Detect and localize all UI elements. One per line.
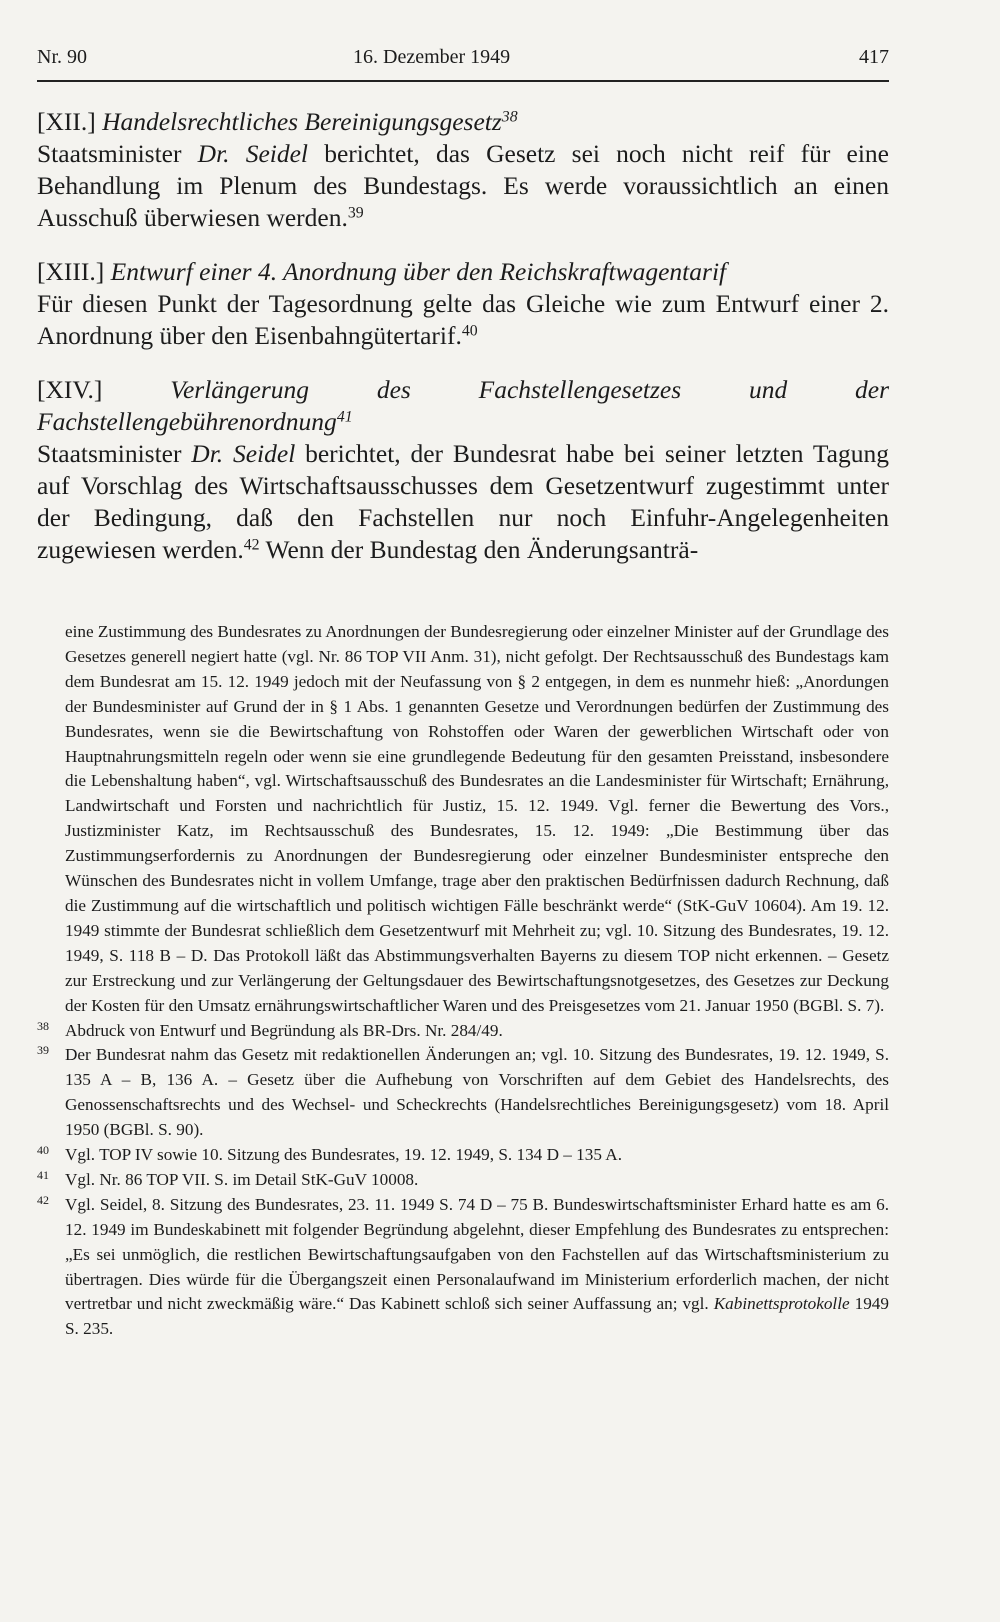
footnotes bbox=[37, 620, 889, 1342]
footnote-39 bbox=[37, 1043, 889, 1143]
section-title: Entwurf einer 4. Anordnung über den Reichskraftwagentarif bbox=[110, 257, 727, 286]
footnote-text: Vgl. Seidel, 8. Sitzung des Bundesrates, 23. 11. 1949 S. 74 D – 75 B. Bundeswirtschaftsminister Erhard hatte es am 6. 12. 1949 im Bundeskabinett mit folgender Begründung abgelehnt, dieser Empfehlung des Bundesrates zu entsprechen: „Es sei unmöglich, die restlichen Bewirtschaftungsaufgaben von den Fachstellen auf das Wirtschaftsministerium zu übertragen. Dies würde für die Übergangszeit einen Personalaufwand im Ministerium erforderlich machen, der nicht vertretbar und nicht zweckmäßig wäre.“ Das Kabinett schloß sich seiner Auffassung an; vgl. bbox=[65, 1194, 889, 1314]
body-text: Für diesen Punkt der Tagesordnung gelte das Gleiche wie zum Entwurf einer 2. Anordnung über den Eisenbahngütertarif. bbox=[37, 289, 889, 350]
person-name: Dr. Seidel bbox=[191, 439, 296, 468]
footnote-ref: 39 bbox=[347, 204, 364, 222]
section-roman: [XII.] bbox=[37, 107, 96, 136]
section-heading-xiii bbox=[37, 256, 889, 288]
footnote-42 bbox=[37, 1193, 889, 1342]
footnote-number: 42 bbox=[37, 1192, 49, 1207]
body-text: berichtet, der Bundesrat habe bei seiner letzten Tagung auf Vorschlag des Wirtschaftsausschusses dem Gesetzentwurf zugestimmt unter der Bedingung, daß den Fachstellen nur noch Einfuhr-Angelegenheiten zugewiesen werden. bbox=[37, 439, 890, 564]
page-number: 417 bbox=[859, 46, 889, 68]
section-roman: [XIV.] bbox=[37, 375, 103, 404]
body-text: berichtet, das Gesetz sei noch nicht reif für eine Behandlung im Plenum des Bundestags. Es werde voraussichtlich an einen Ausschuß überwiesen werden. bbox=[37, 139, 889, 232]
footnote-text: 1949 S. 235. bbox=[65, 1294, 889, 1339]
person-name: Dr. Seidel bbox=[197, 139, 309, 168]
footnote-41 bbox=[37, 1168, 889, 1193]
footnote-text: Der Bundesrat nahm das Gesetz mit redaktionellen Änderungen an; vgl. 10. Sitzung des Bundesrates, 19. 12. 1949, S. 135 A – B, 136 A. – Gesetz über die Aufhebung von Vorschriften auf dem Gebiet des Handelsrechts, des Genossenschaftsrechts und des Wechsel- und Scheckrechts (Handelsrechtliches Bereinigungsgesetz) vom 18. April 1950 (BGBl. S. 90). bbox=[65, 1045, 889, 1140]
header-rule bbox=[37, 80, 889, 82]
section-body-xiii bbox=[37, 288, 889, 352]
section-heading-xiv bbox=[37, 374, 889, 438]
footnote-38 bbox=[37, 1019, 889, 1044]
section-roman: [XIII.] bbox=[37, 257, 105, 286]
footnote-ref: 42 bbox=[243, 536, 260, 554]
body-text: Staatsminister bbox=[37, 439, 192, 468]
main-text bbox=[37, 106, 889, 566]
footnote-number: 38 bbox=[37, 1018, 49, 1033]
footnote-40 bbox=[37, 1143, 889, 1168]
running-header bbox=[37, 46, 889, 84]
footnote-text: Vgl. Nr. 86 TOP VII. S. im Detail StK-GuV 10008. bbox=[65, 1169, 419, 1189]
footnote-number: 39 bbox=[37, 1043, 49, 1058]
section-title: Handelsrechtliches Bereinigungsgesetz bbox=[102, 107, 502, 136]
section-body-xii bbox=[37, 138, 889, 234]
footnote-ref: 41 bbox=[336, 408, 353, 426]
footnote-text: Abdruck von Entwurf und Begründung als BR-Drs. Nr. 284/49. bbox=[65, 1020, 503, 1040]
footnote-ref: 40 bbox=[461, 322, 478, 340]
citation-title: Kabinettsprotokolle bbox=[713, 1294, 850, 1314]
body-text: Wenn der Bundestag den Änderungsanträ- bbox=[259, 535, 699, 564]
body-text: Staatsminister bbox=[37, 139, 198, 168]
footnote-number: 41 bbox=[37, 1167, 49, 1182]
header-date: 16. Dezember 1949 bbox=[353, 46, 511, 68]
footnote-number: 40 bbox=[37, 1143, 49, 1158]
issue-number: Nr. 90 bbox=[37, 46, 87, 68]
section-body-xiv bbox=[37, 438, 889, 566]
footnote-continuation: eine Zustimmung des Bundesrates zu Anordnungen der Bundesregierung oder einzelner Minister auf der Grundlage des Gesetzes generell negiert hatte (vgl. Nr. 86 TOP VII Anm. 31), nicht gefolgt. Der Rechtsausschuß des Bundestags kam dem Bundesrat am 15. 12. 1949 jedoch mit der Neufassung von § 2 entgegen, in dem es nunmehr hieß: „Anordungen der Bundesminister auf Grund der in § 1 Abs. 1 genannten Gesetze und Verordnungen bedürfen der Zustimmung des Bundesrates, wenn sie die Bewirtschaftung von Rohstoffen oder Waren der gewerblichen Wirtschaft oder von Hauptnahrungsmitteln regeln oder wenn sie eine grundlegende Bedeutung für den gesamten Preisstand, insbesondere die Lebenshaltung haben“, vgl. Wirtschaftsausschuß des Bundesrates an die Landesminister für Wirtschaft; Ernährung, Landwirtschaft und Forsten und nachrichtlich für Justiz, 15. 12. 1949. Vgl. ferner die Bewertung des Vors., Justizminister Katz, im Rechtsausschuß des Bundesrates, 15. 12. 1949: „Die Bestimmung über das Zustimmungserfordernis zu Anordnungen der Bundesregierung oder einzelner Bundesminister entspreche den Wünschen des Bundesrates nicht in vollem Umfange, trage aber den praktischen Bedürfnissen dadurch Rechnung, daß die Zustimmung auf die wirtschaftlich und politisch wichtigen Fälle beschränkt werde“ (StK-GuV 10604). Am 19. 12. 1949 stimmte der Bundesrat schließlich dem Gesetzentwurf mit Mehrheit zu; vgl. 10. Sitzung des Bundesrates, 19. 12. 1949, S. 118 B – D. Das Protokoll läßt das Abstimmungsverhalten Bayerns zu diesem TOP nicht erkennen. – Gesetz zur Erstreckung und zur Verlängerung der Geltungsdauer des Bewirtschaftungsnotgesetzes, des Gesetzes zur Deckung der Kosten für den Umsatz ernährungswirtschaftlicher Waren und des Preisgesetzes vom 21. Januar 1950 (BGBl. S. 7). bbox=[65, 622, 889, 1015]
footnote-ref: 38 bbox=[501, 108, 518, 126]
section-heading-xii bbox=[37, 106, 889, 138]
section-title: Verlängerung des Fachstellengesetzes und der Fachstellengebührenordnung bbox=[37, 375, 890, 436]
footnote-text: Vgl. TOP IV sowie 10. Sitzung des Bundesrates, 19. 12. 1949, S. 134 D – 135 A. bbox=[65, 1145, 623, 1165]
